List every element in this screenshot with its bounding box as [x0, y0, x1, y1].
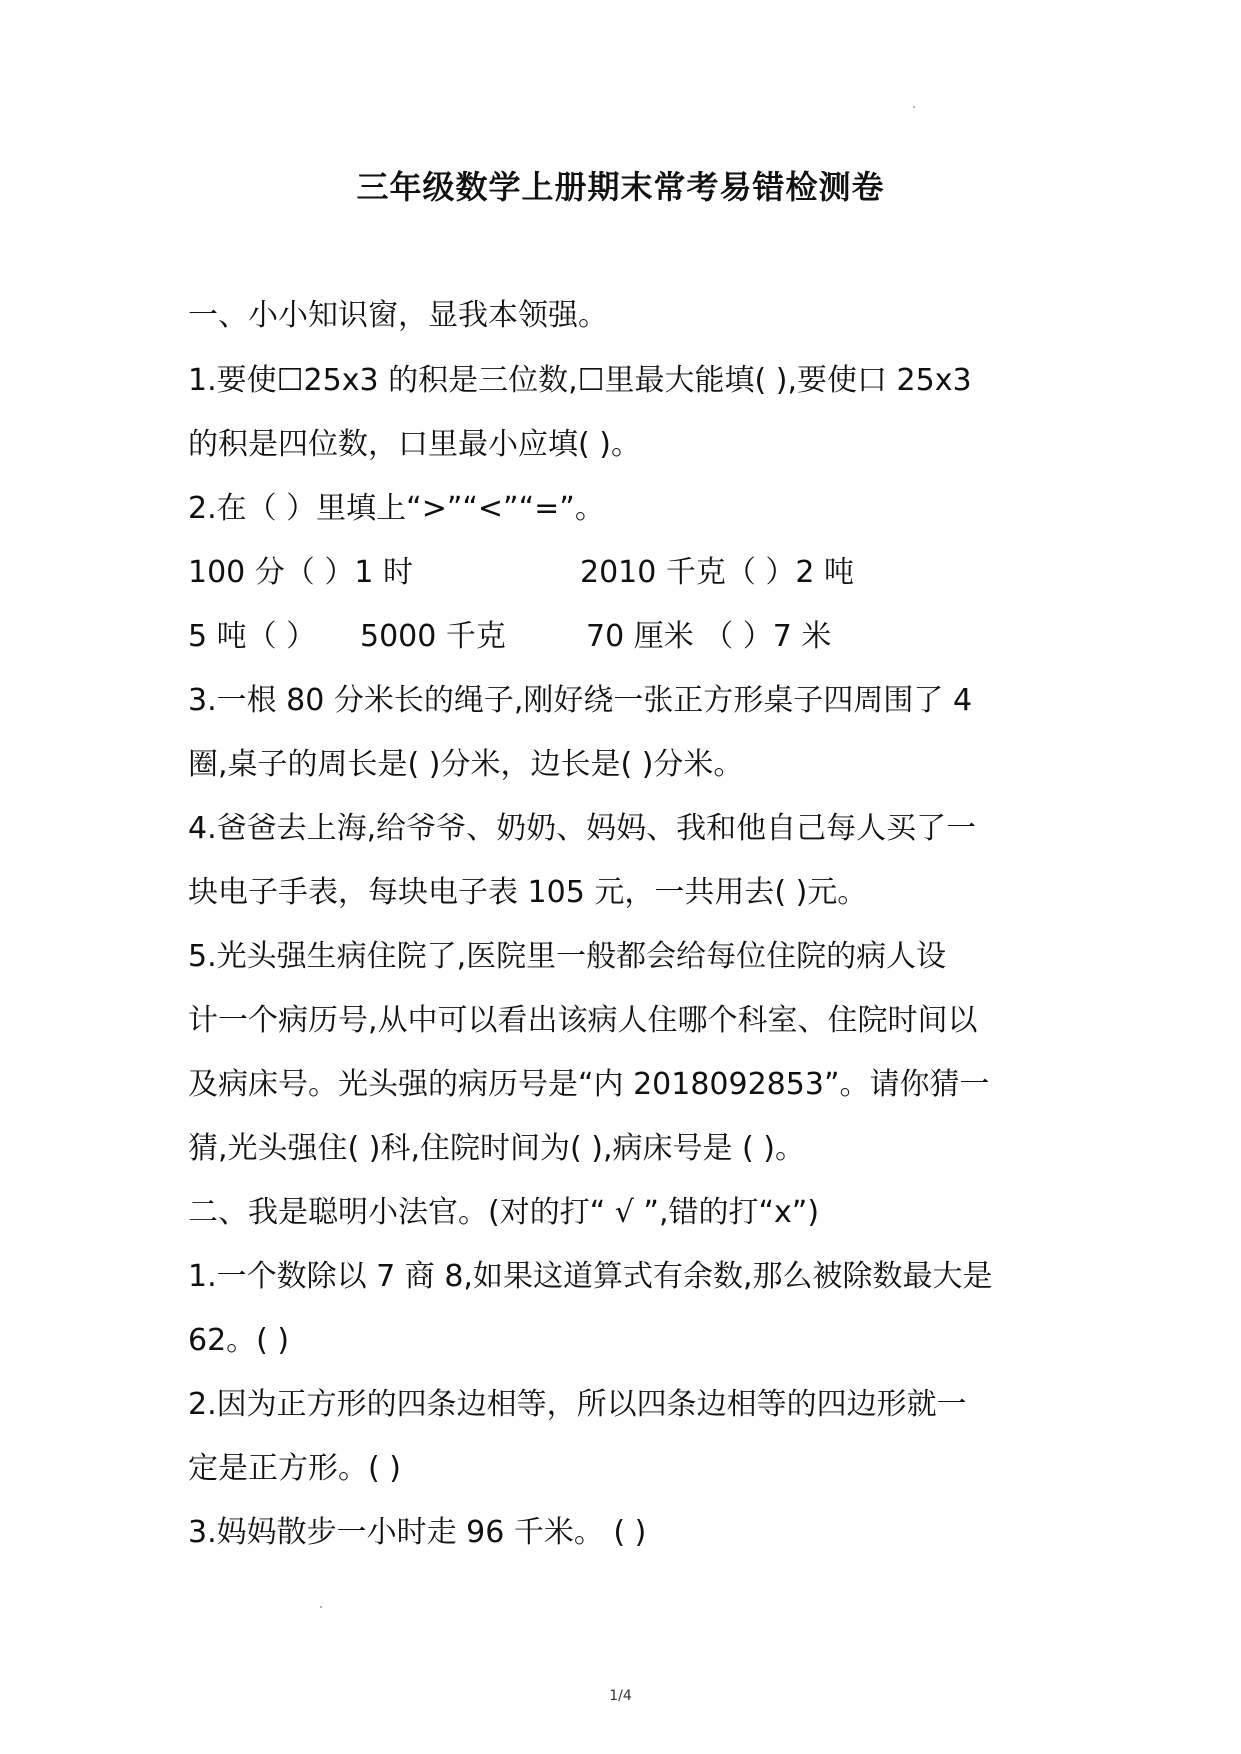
question-2-2-line-1: 2.因为正方形的四条边相等，所以四条边相等的四边形就一	[188, 1387, 967, 1422]
compare-item-3: 5 吨（ ）	[188, 619, 317, 654]
question-1-3-line-1: 3.一根 80 分米长的绳子,刚好绕一张正方形桌子四周围了 4	[188, 683, 973, 718]
question-1-4-line-2: 块电子手表，每块电子表 105 元，一共用去( )元。	[188, 875, 868, 910]
question-2-1-line-1: 1.一个数除以 7 商 8,如果这道算式有余数,那么被除数最大是	[188, 1259, 993, 1294]
question-1-2-line-1: 2.在（ ）里填上“>”“<”“=”。	[188, 491, 605, 526]
question-1-3-line-2: 圈,桌子的周长是( )分米，边长是( )分米。	[188, 747, 744, 782]
scan-speck	[320, 1606, 322, 1608]
page-number: 1/4	[609, 1688, 632, 1704]
section-2-heading: 二、我是聪明小法官。(对的打“ √ ”,错的打“x”)	[188, 1195, 820, 1230]
question-2-3-line-1: 3.妈妈散步一小时走 96 千米。 ( )	[188, 1515, 647, 1550]
question-1-4-line-1: 4.爸爸去上海,给爷爷、奶奶、妈妈、我和他自己每人买了一	[188, 811, 977, 846]
question-1-1-line-1: 1.要使☐25x3 的积是三位数,☐里最大能填( ),要使口 25x3	[188, 363, 972, 398]
document-title: 三年级数学上册期末常考易错检测卷	[356, 168, 885, 206]
question-1-5-line-4: 猜,光头强住( )科,住院时间为( ),病床号是 ( )。	[188, 1131, 805, 1166]
question-1-5-line-3: 及病床号。光头强的病历号是“内 2018092853”。请你猜一	[188, 1067, 990, 1102]
compare-item-3-value: 5000 千克	[360, 619, 506, 654]
question-1-5-line-1: 5.光头强生病住院了,医院里一般都会给每位住院的病人设	[188, 939, 947, 974]
section-1-heading: 一、小小知识窗，显我本领强。	[188, 298, 608, 333]
question-2-1-line-2: 62。( )	[188, 1323, 290, 1358]
compare-item-4: 70 厘米 （ ）7 米	[586, 619, 832, 654]
scan-speck	[913, 106, 915, 108]
compare-item-1: 100 分（ ）1 时	[188, 555, 413, 590]
compare-item-2: 2010 千克（ ）2 吨	[580, 555, 855, 590]
question-1-5-line-2: 计一个病历号,从中可以看出该病人住哪个科室、住院时间以	[188, 1003, 978, 1038]
question-2-2-line-2: 定是正方形。( )	[188, 1451, 401, 1486]
question-1-1-line-2: 的积是四位数，口里最小应填( )。	[188, 427, 641, 462]
